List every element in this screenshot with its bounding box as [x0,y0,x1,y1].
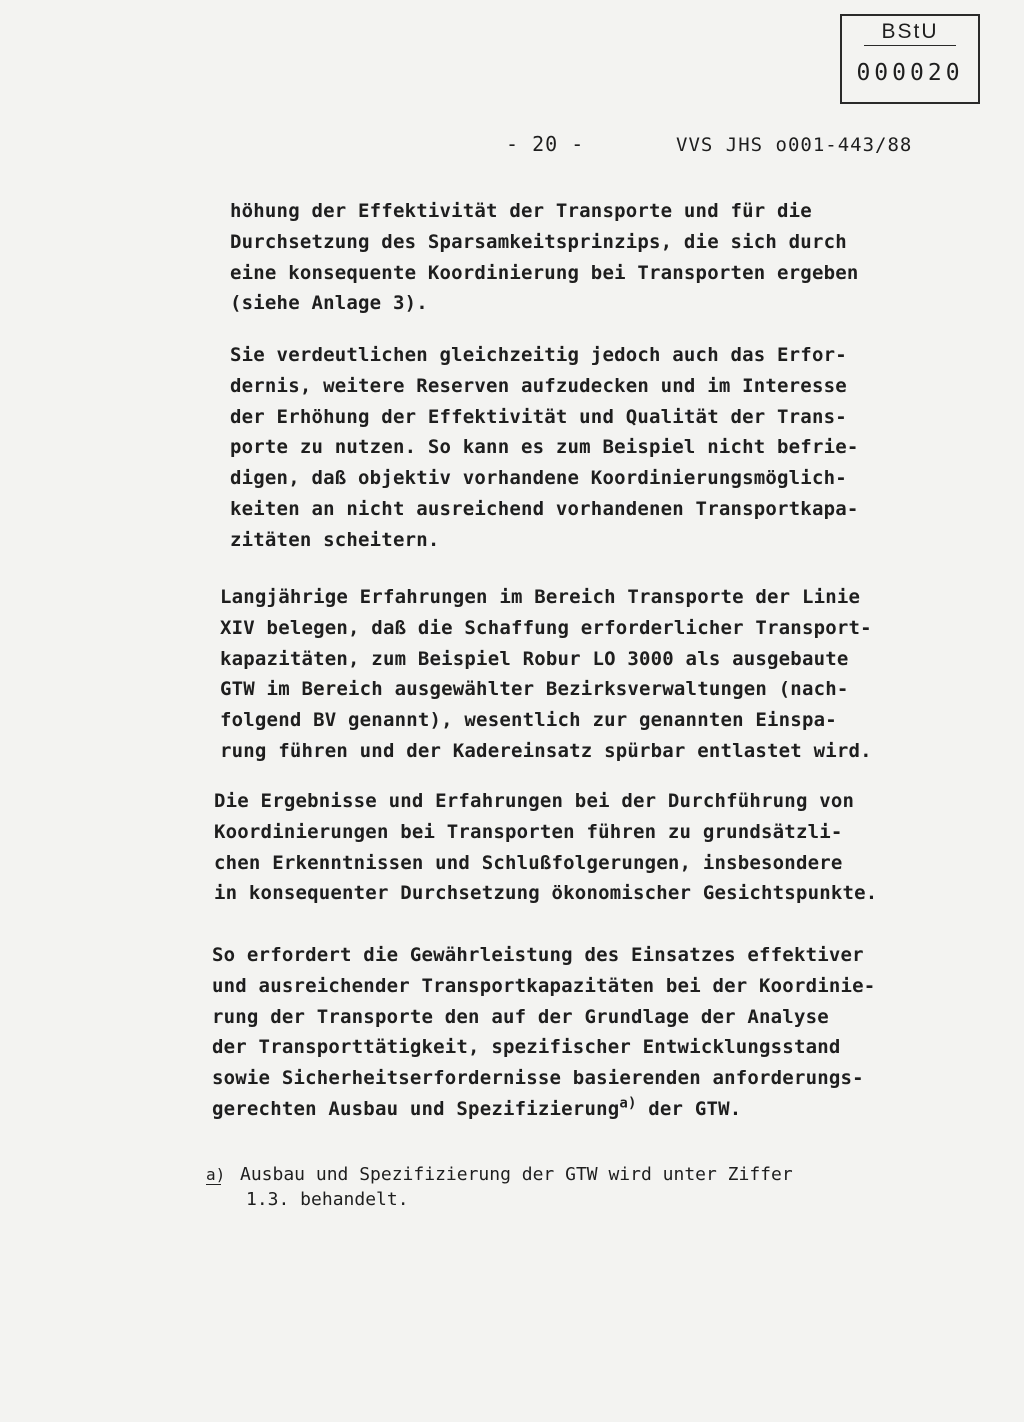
text-line: GTW im Bereich ausgewählter Bezirksverwaltungen (nach- [220,678,849,701]
text-line: höhung der Effektivität der Transporte und für die [230,200,812,222]
document-reference: VVS JHS o001-443/88 [676,134,913,156]
stamp-archive-label: BStU [842,20,978,44]
footnote-line: 1.3. behandelt. [246,1189,409,1210]
text-line: kapazitäten, zum Beispiel Robur LO 3000 als ausgebaute [220,647,849,670]
text-line: dernis, weitere Reserven aufzudecken und im Interesse [230,374,847,397]
text-line: Durchsetzung des Sparsamkeitsprinzips, die sich durch [230,230,847,253]
text-line: Langjährige Erfahrungen im Bereich Transporte der Linie [220,586,861,608]
text-line: keiten an nicht ausreichend vorhandenen Transportkapa- [230,497,859,520]
paragraph-3 [220,582,900,767]
footnote-text [206,1162,866,1212]
text-line: der Erhöhung der Effektivität und Qualität der Trans- [230,405,847,428]
page-header [0,132,1024,162]
text-line: Sie verdeutlichen gleichzeitig jedoch auch das Erfor- [230,344,847,366]
footnote-marker: a) [206,1162,225,1187]
text-line: So erfordert die Gewährleistung des Einsatzes effektiver [212,944,864,966]
text-line: digen, daß objektiv vorhandene Koordinierungsmöglich- [230,467,847,490]
text-line: porte zu nutzen. So kann es zum Beispiel nicht befrie- [230,436,859,459]
text-line: XIV belegen, daß die Schaffung erforderlicher Transport- [220,616,872,639]
text-line: Die Ergebnisse und Erfahrungen bei der Durchführung von [214,790,855,812]
text-segment: der GTW. [636,1097,742,1120]
text-line: folgend BV genannt), wesentlich zur genannten Einspa- [220,709,837,732]
text-line: rung führen und der Kadereinsatz spürbar entlastet wird. [220,739,872,762]
footnote-reference: a) [619,1095,637,1112]
paragraph-2 [230,340,910,556]
text-line: (siehe Anlage 3). [230,292,428,315]
text-line: in konsequenter Durchsetzung ökonomischer Gesichtspunkte. [214,882,878,905]
paragraph-1 [230,196,910,319]
footnote-line: Ausbau und Spezifizierung der GTW wird unter Ziffer [240,1164,793,1185]
text-segment: gerechten Ausbau und Spezifizierung [212,1097,620,1120]
archive-stamp [840,14,980,104]
stamp-page-number: 000020 [856,60,964,86]
text-line: Koordinierungen bei Transporten führen zu grundsätzli- [214,820,843,843]
text-line: rung der Transporte den auf der Grundlage der Analyse [212,1005,829,1028]
text-line: und ausreichender Transportkapazitäten bei der Koordinie- [212,974,876,997]
footnote [206,1162,866,1212]
text-line: eine konsequente Koordinierung bei Transporten ergeben [230,261,859,284]
text-line-with-footnote [212,1094,892,1125]
paragraph-4 [214,786,894,909]
text-line: der Transporttätigkeit, spezifischer Entwicklungsstand [212,1036,841,1059]
text-line: chen Erkenntnissen und Schlußfolgerungen, insbesondere [214,851,843,874]
text-line: zitäten scheitern. [230,528,440,551]
page-number: - 20 - [506,132,585,156]
text-line: sowie Sicherheitserfordernisse basierenden anforderungs- [212,1067,864,1090]
paragraph-5 [212,940,892,1125]
